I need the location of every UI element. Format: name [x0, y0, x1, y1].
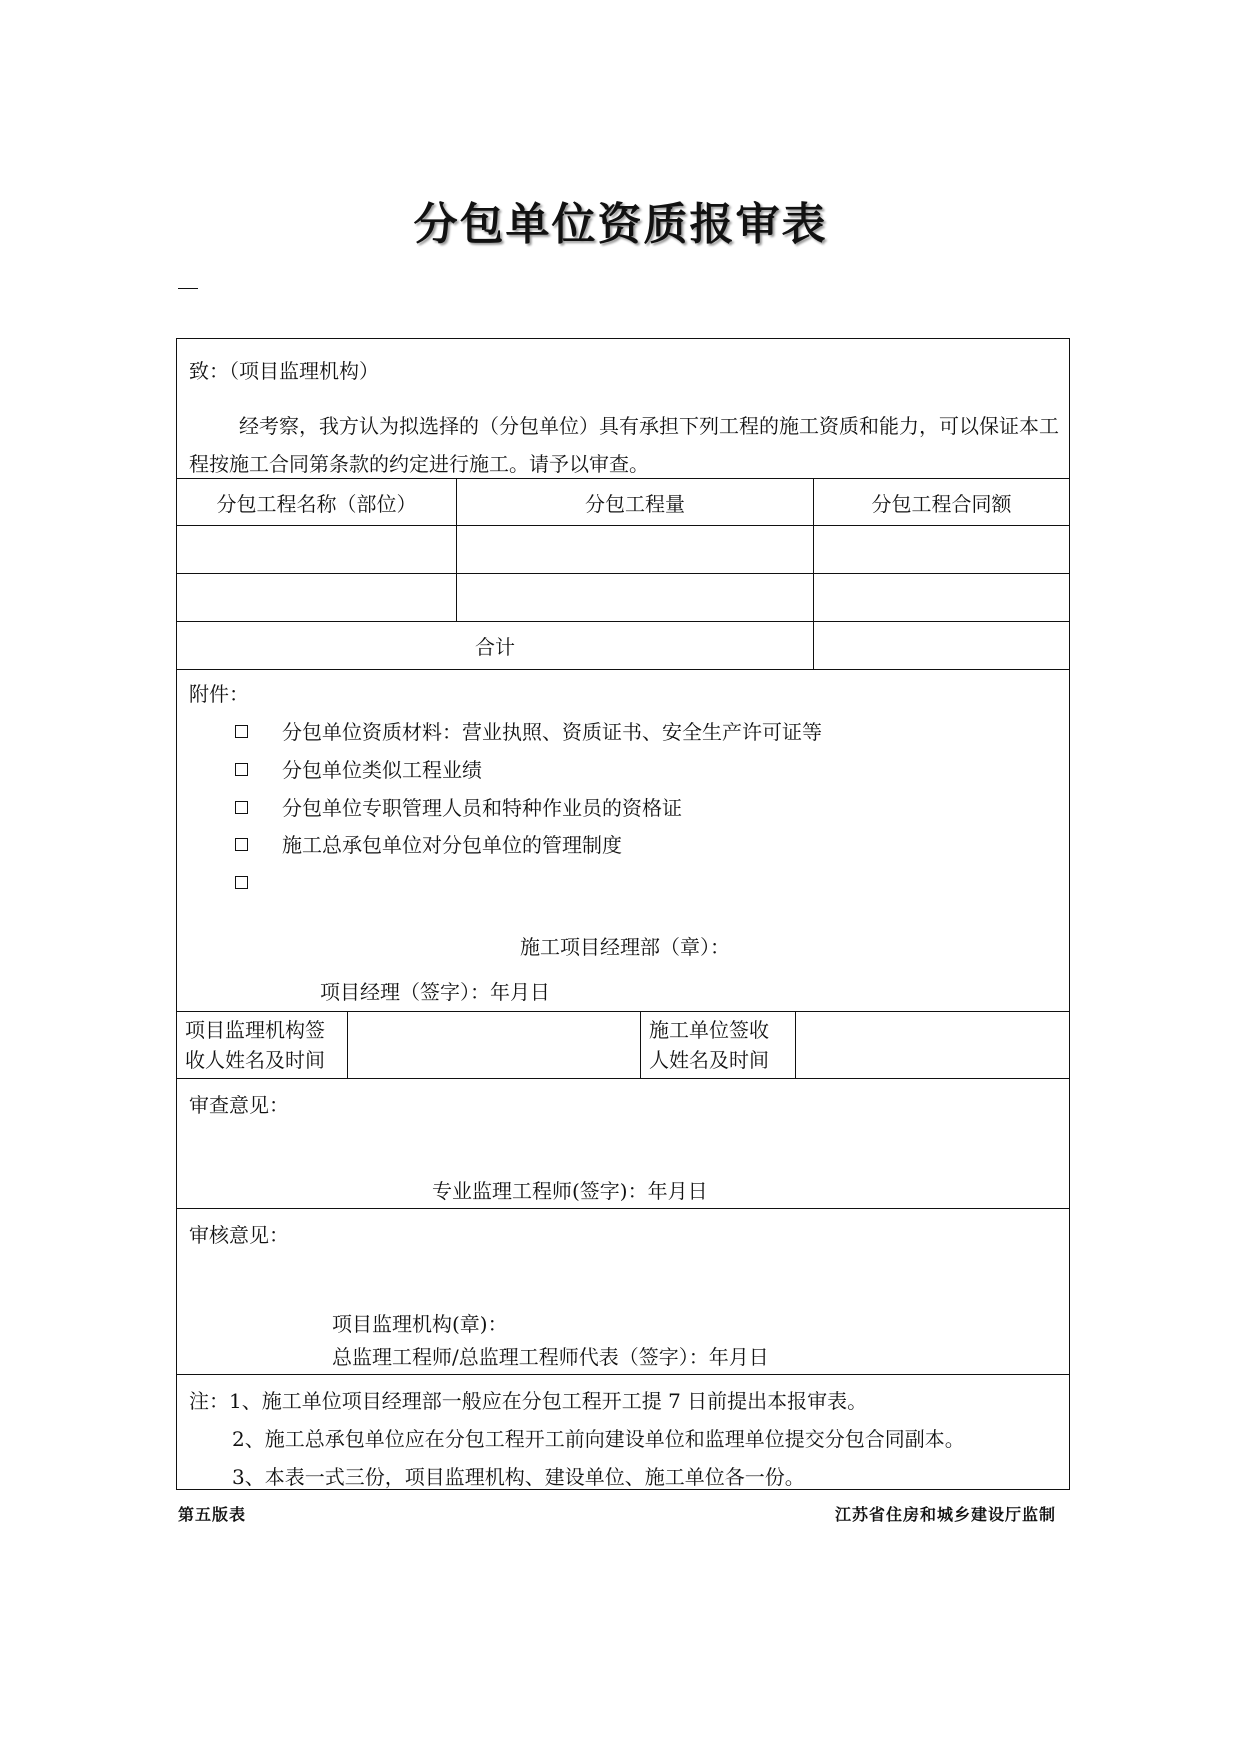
contractor-seal: 施工项目经理部（章）：: [520, 935, 730, 959]
footer-issuer: 江苏省住房和城乡建设厅监制: [834, 1505, 1056, 1524]
review-sign: 专业监理工程师(签字)：年月日: [432, 1179, 708, 1203]
project-manager-sign: 项目经理（签字）：年月日: [320, 980, 550, 1004]
approval-seal: 项目监理机构(章)：: [332, 1312, 508, 1336]
checkbox[interactable]: [235, 801, 248, 814]
dash-mark: [178, 288, 198, 289]
total-label: 合计: [475, 635, 515, 659]
note-2: 2、施工总承包单位应在分包工程开工前向建设单位和监理单位提交分包合同副本。: [232, 1427, 965, 1451]
approval-label: 审核意见：: [189, 1223, 289, 1247]
table-row: [177, 573, 1069, 621]
checkbox[interactable]: [235, 838, 248, 851]
cell-contract-amount[interactable]: [813, 526, 1069, 573]
table-header-row: [177, 478, 1069, 525]
attachments-label: 附件：: [189, 682, 249, 706]
total-amount[interactable]: [813, 622, 1069, 669]
cell-work-quantity[interactable]: [456, 574, 813, 621]
review-label: 审查意见：: [189, 1093, 289, 1117]
review-section: [177, 1078, 1069, 1208]
note-1: 注：1、施工单位项目经理部一般应在分包工程开工提 7 日前提出本报审表。: [189, 1389, 868, 1413]
notes-section: [177, 1374, 1069, 1489]
attachment-item[interactable]: [235, 871, 282, 895]
footer-edition: 第五版表: [178, 1505, 247, 1524]
supervision-receiver-label: 项目监理机构签收人姓名及时间: [185, 1018, 325, 1072]
receipt-row: [177, 1011, 1069, 1078]
supervision-receiver-field[interactable]: [347, 1012, 640, 1078]
page-title: 分包单位资质报审表: [413, 199, 828, 250]
table-row: [177, 525, 1069, 573]
contractor-receiver-field[interactable]: [795, 1012, 1069, 1078]
cell-work-name[interactable]: [177, 574, 456, 621]
attachment-item[interactable]: 分包单位类似工程业绩: [235, 758, 482, 782]
intro-paragraph: 经考察，我方认为拟选择的（分包单位）具有承担下列工程的施工资质和能力，可以保证本工程按施工合同第条款的约定进行施工。请予以审查。: [189, 414, 1059, 476]
attachment-item[interactable]: 分包单位专职管理人员和特种作业员的资格证: [235, 796, 682, 820]
cell-work-name[interactable]: [177, 526, 456, 573]
cell-contract-amount[interactable]: [813, 574, 1069, 621]
intro-section: [177, 339, 1069, 478]
approval-section: [177, 1208, 1069, 1374]
header-work-quantity: 分包工程量: [456, 479, 813, 525]
checkbox[interactable]: [235, 725, 248, 738]
approval-sign: 总监理工程师/总监理工程师代表（签字）：年月日: [332, 1345, 769, 1369]
checkbox[interactable]: [235, 763, 248, 776]
cell-work-quantity[interactable]: [456, 526, 813, 573]
header-contract-amount: 分包工程合同额: [813, 479, 1069, 525]
checkbox[interactable]: [235, 876, 248, 889]
attachment-item[interactable]: 分包单位资质材料：营业执照、资质证书、安全生产许可证等: [235, 720, 822, 744]
attachment-item[interactable]: 施工总承包单位对分包单位的管理制度: [235, 833, 622, 857]
to-line: 致：（项目监理机构）: [189, 359, 379, 383]
attachments-section: [177, 669, 1069, 1011]
header-work-name: 分包工程名称（部位）: [216, 491, 417, 516]
report-form: [176, 338, 1070, 1490]
note-3: 3、本表一式三份，项目监理机构、建设单位、施工单位各一份。: [232, 1465, 805, 1489]
contractor-receiver-label: 施工单位签收人姓名及时间: [640, 1012, 795, 1078]
total-row: [177, 621, 1069, 669]
